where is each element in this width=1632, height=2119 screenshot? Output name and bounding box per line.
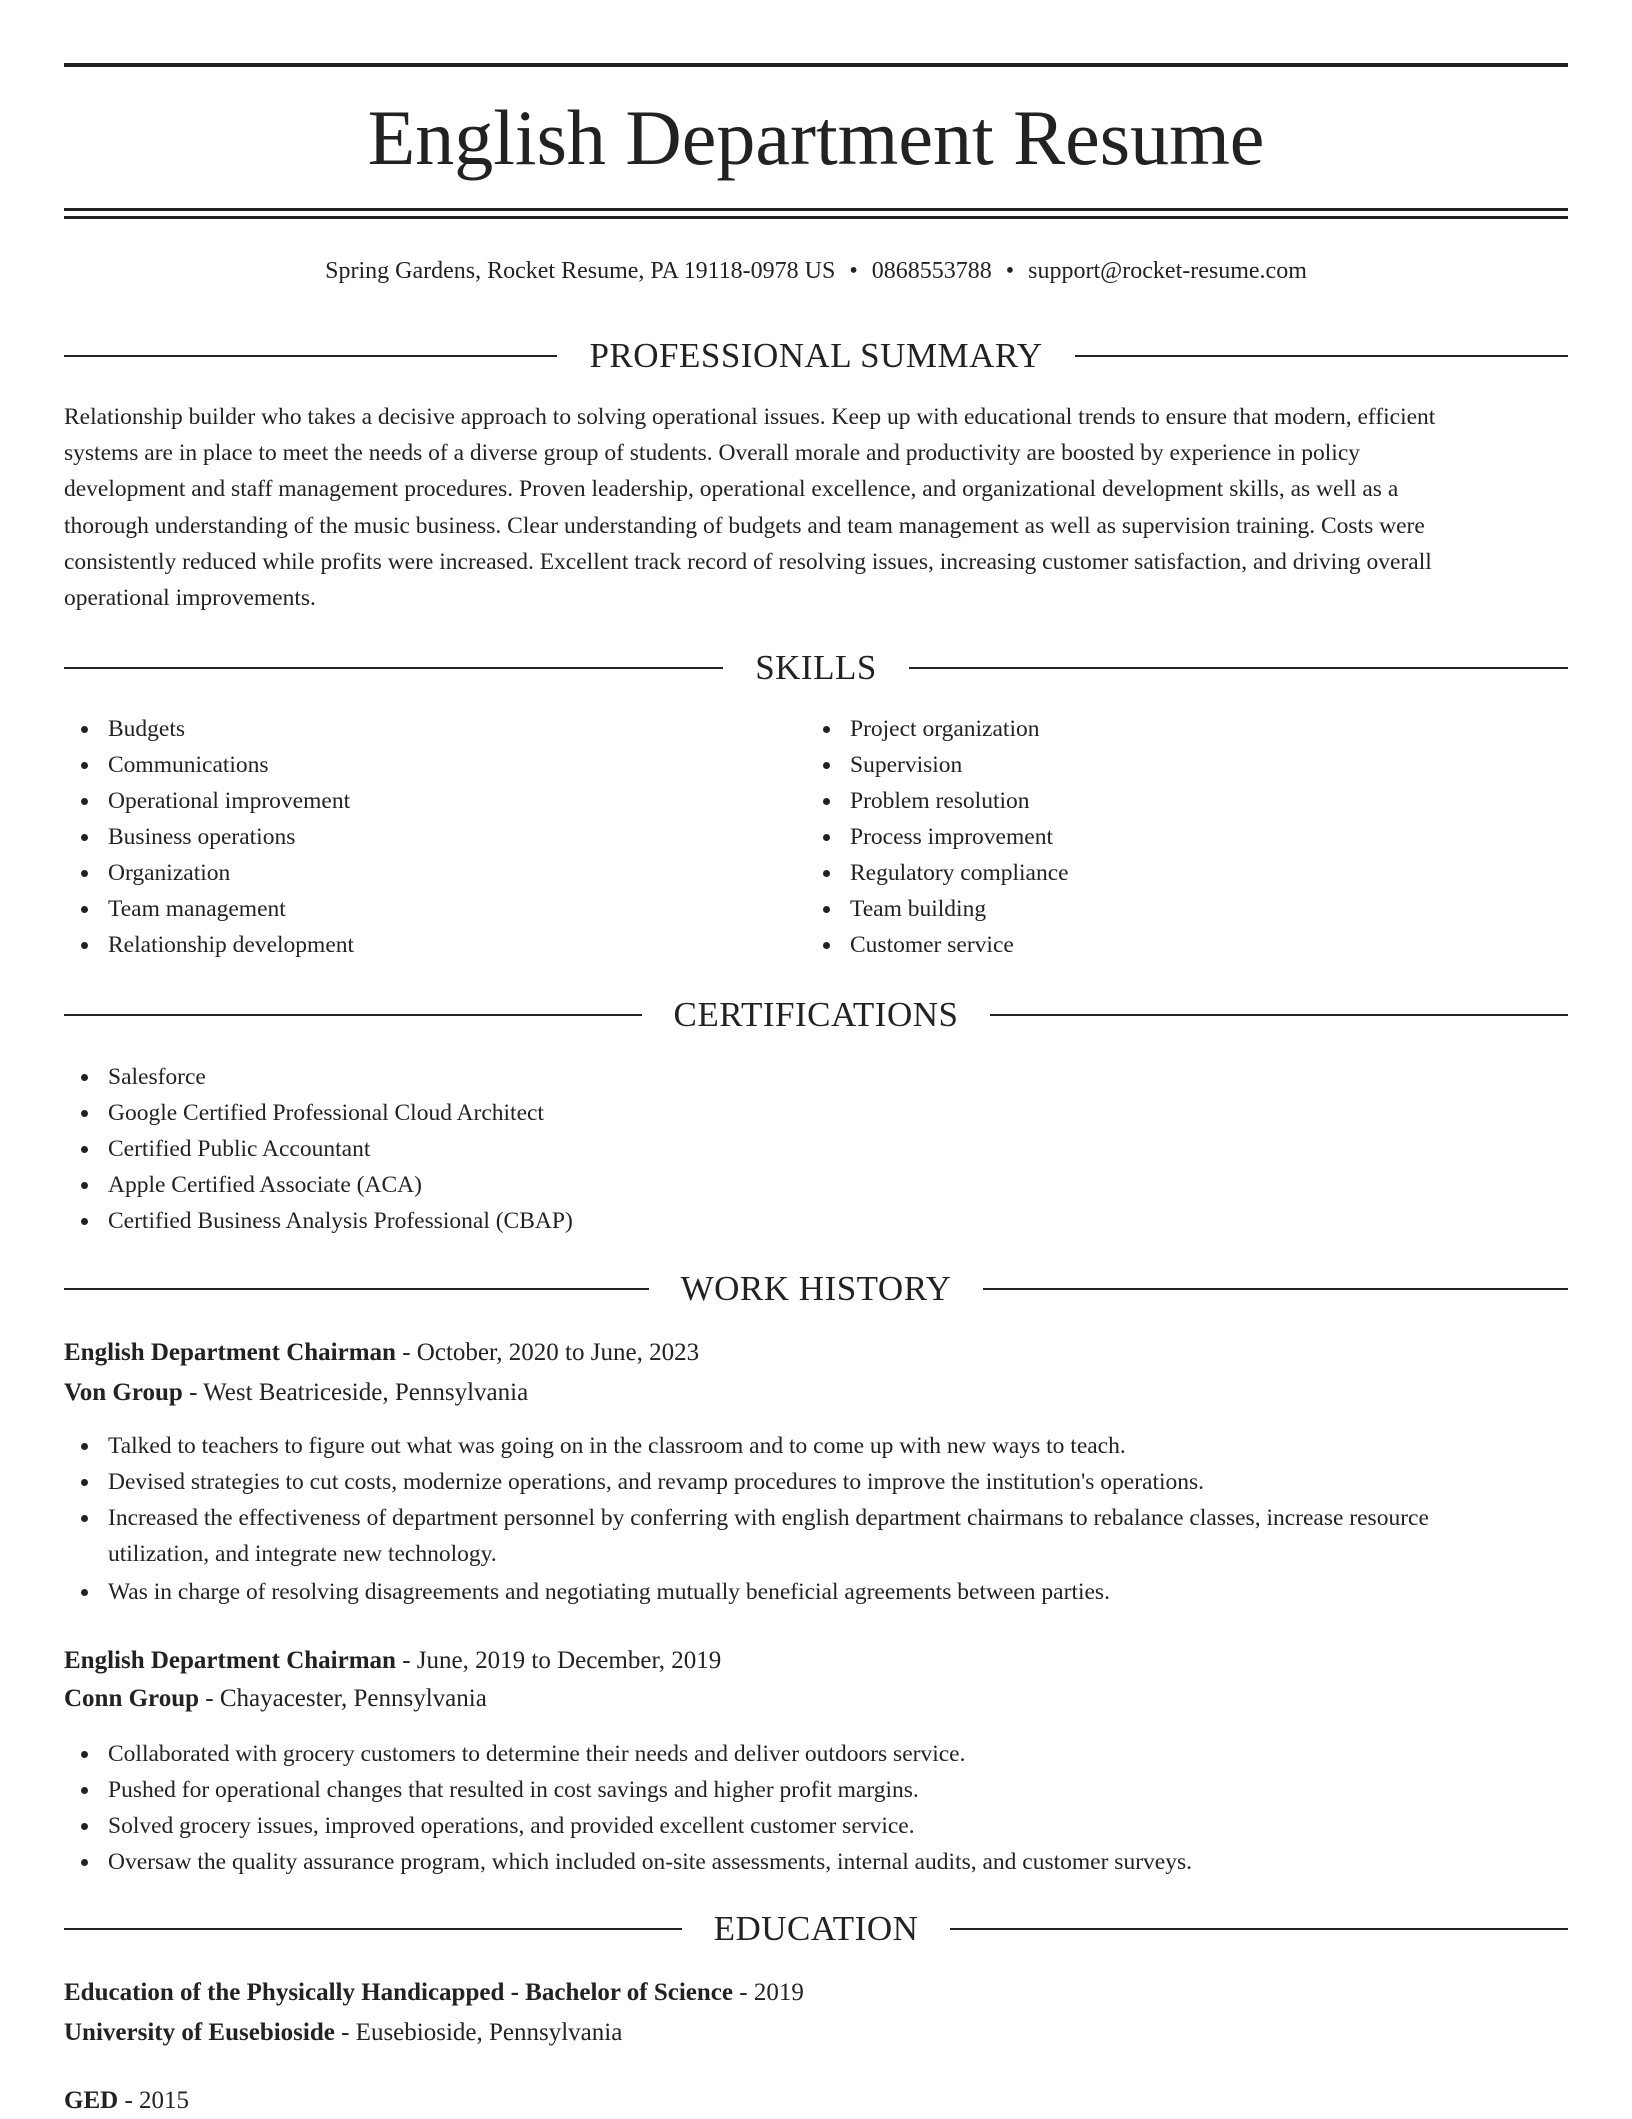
certifications-heading-label: CERTIFICATIONS (673, 995, 959, 1034)
certification-item: Apple Certified Associate (ACA) (108, 1167, 573, 1203)
job-bullet-continuation-text: utilization, and integrate new technology. (108, 1541, 497, 1567)
job-bullet: Oversaw the quality assurance program, which included on-site assessments, internal audits, and customer surveys. (108, 1844, 1192, 1880)
education-degree: GED (64, 2087, 119, 2114)
heading-rule-left (64, 1014, 642, 1016)
job-bullet: Increased the effectiveness of department personnel by conferring with english department chairmans to rebalance classes, increase resource (108, 1500, 1568, 1536)
title-bottom-rule-2 (64, 216, 1568, 219)
summary-text (64, 399, 1568, 616)
education-school: University of Eusebioside (64, 2019, 335, 2046)
skill-item: Budgets (108, 711, 354, 747)
job-bullet: Was in charge of resolving disagreements and negotiating mutually beneficial agreements between parties. (108, 1574, 1568, 1610)
contact-phone: 0868553788 (871, 258, 992, 284)
skills-heading-label: SKILLS (755, 648, 877, 687)
job-company: Von Group (64, 1379, 183, 1406)
job-title-line (64, 1643, 1568, 1679)
certification-item: Certified Business Analysis Professional (CBAP) (108, 1203, 573, 1239)
heading-rule-left (64, 667, 723, 669)
heading-rule-right (909, 667, 1568, 669)
skill-item: Customer service (850, 927, 1069, 963)
contact-email: support@rocket-resume.com (1028, 258, 1307, 284)
summary-line: thorough understanding of the music business. Clear understanding of budgets and team management as well as supervision training. Costs were (64, 512, 1425, 539)
job-dates: - June, 2019 to December, 2019 (395, 1647, 722, 1674)
heading-rule-left (64, 1288, 649, 1290)
skill-item: Project organization (850, 711, 1069, 747)
education-degree-line (64, 2083, 1568, 2119)
title-top-rule (64, 63, 1568, 67)
job-title: English Department Chairman (64, 1339, 396, 1366)
skill-item: Team management (108, 891, 354, 927)
job-bullet: Devised strategies to cut costs, modernize operations, and revamp procedures to improve the institution's operations. (108, 1464, 1568, 1500)
skill-item: Operational improvement (108, 783, 354, 819)
job-bullet-continuation (108, 1536, 1568, 1572)
skill-item: Supervision (850, 747, 1069, 783)
heading-rule-right (990, 1014, 1568, 1016)
summary-line: development and staff management procedures. Proven leadership, operational excellence, and organizational development skills, as well as a (64, 476, 1399, 503)
job-company: Conn Group (64, 1685, 200, 1712)
job-bullets (64, 1736, 1192, 1880)
contact-separator: • (849, 258, 858, 284)
summary-line: systems are in place to meet the needs of a diverse group of students. Overall morale and productivity are boosted by experience in policy (64, 440, 1360, 467)
job-title-line (64, 1335, 1568, 1371)
skills-section-heading (64, 646, 1568, 690)
certifications-section-heading (64, 993, 1568, 1037)
job-dates: - October, 2020 to June, 2023 (395, 1339, 700, 1366)
certification-item: Salesforce (108, 1059, 573, 1095)
heading-rule-left (64, 355, 557, 357)
education-location: - Eusebioside, Pennsylvania (334, 2019, 623, 2046)
heading-rule-right (983, 1288, 1568, 1290)
job-location: - Chayacester, Pennsylvania (199, 1685, 487, 1712)
contact-line (64, 254, 1568, 288)
job-location: - West Beatriceside, Pennsylvania (182, 1379, 529, 1406)
heading-rule-left (64, 1928, 682, 1930)
summary-section-heading (64, 334, 1568, 378)
work-section-heading (64, 1267, 1568, 1311)
job-bullet: Talked to teachers to figure out what was going on in the classroom and to come up with new ways to teach. (108, 1428, 1568, 1464)
resume-title: English Department Resume (367, 94, 1265, 181)
education-heading-label: EDUCATION (713, 1909, 919, 1948)
job-bullet: Pushed for operational changes that resulted in cost savings and higher profit margins. (108, 1772, 1192, 1808)
certification-item: Google Certified Professional Cloud Architect (108, 1095, 573, 1131)
summary-line: consistently reduced while profits were increased. Excellent track record of resolving issues, increasing customer satisfaction, and driving overall (64, 548, 1432, 575)
contact-separator: • (1005, 258, 1015, 284)
heading-rule-right (950, 1928, 1568, 1930)
job-title: English Department Chairman (64, 1647, 396, 1674)
skills-list-right (806, 711, 1069, 963)
job-bullet: Collaborated with grocery customers to determine their needs and deliver outdoors service. (108, 1736, 1192, 1772)
work-heading-label: WORK HISTORY (680, 1269, 952, 1308)
education-degree: Education of the Physically Handicapped - Bachelor of Science (64, 1979, 733, 2006)
job-bullet: Solved grocery issues, improved operations, and provided excellent customer service. (108, 1808, 1192, 1844)
skill-item: Communications (108, 747, 354, 783)
education-degree-line (64, 1975, 1568, 2011)
certification-item: Certified Public Accountant (108, 1131, 573, 1167)
education-year: - 2015 (118, 2087, 190, 2114)
summary-line: Relationship builder who takes a decisive approach to solving operational issues. Keep up with educational trends to ensure that modern, efficient (64, 404, 1436, 430)
skill-item: Problem resolution (850, 783, 1069, 819)
education-year: - 2019 (733, 1979, 804, 2006)
title-bottom-rule-1 (64, 208, 1568, 211)
skills-list-left (64, 711, 354, 963)
skill-item: Relationship development (108, 927, 354, 963)
skill-item: Regulatory compliance (850, 855, 1069, 891)
education-section-heading (64, 1907, 1568, 1951)
skill-item: Organization (108, 855, 354, 891)
job-company-line (64, 1375, 1568, 1411)
summary-heading-label: PROFESSIONAL SUMMARY (589, 336, 1043, 375)
summary-line: operational improvements. (64, 585, 316, 612)
certifications-list (64, 1059, 573, 1239)
skill-item: Team building (850, 891, 1069, 927)
heading-rule-right (1075, 355, 1568, 357)
skill-item: Business operations (108, 819, 354, 855)
job-company-line (64, 1681, 1568, 1717)
skill-item: Process improvement (850, 819, 1069, 855)
education-school-line (64, 2015, 1568, 2051)
job-bullets (64, 1428, 1568, 1610)
contact-address: Spring Gardens, Rocket Resume, PA 19118-0978 US (325, 258, 836, 284)
